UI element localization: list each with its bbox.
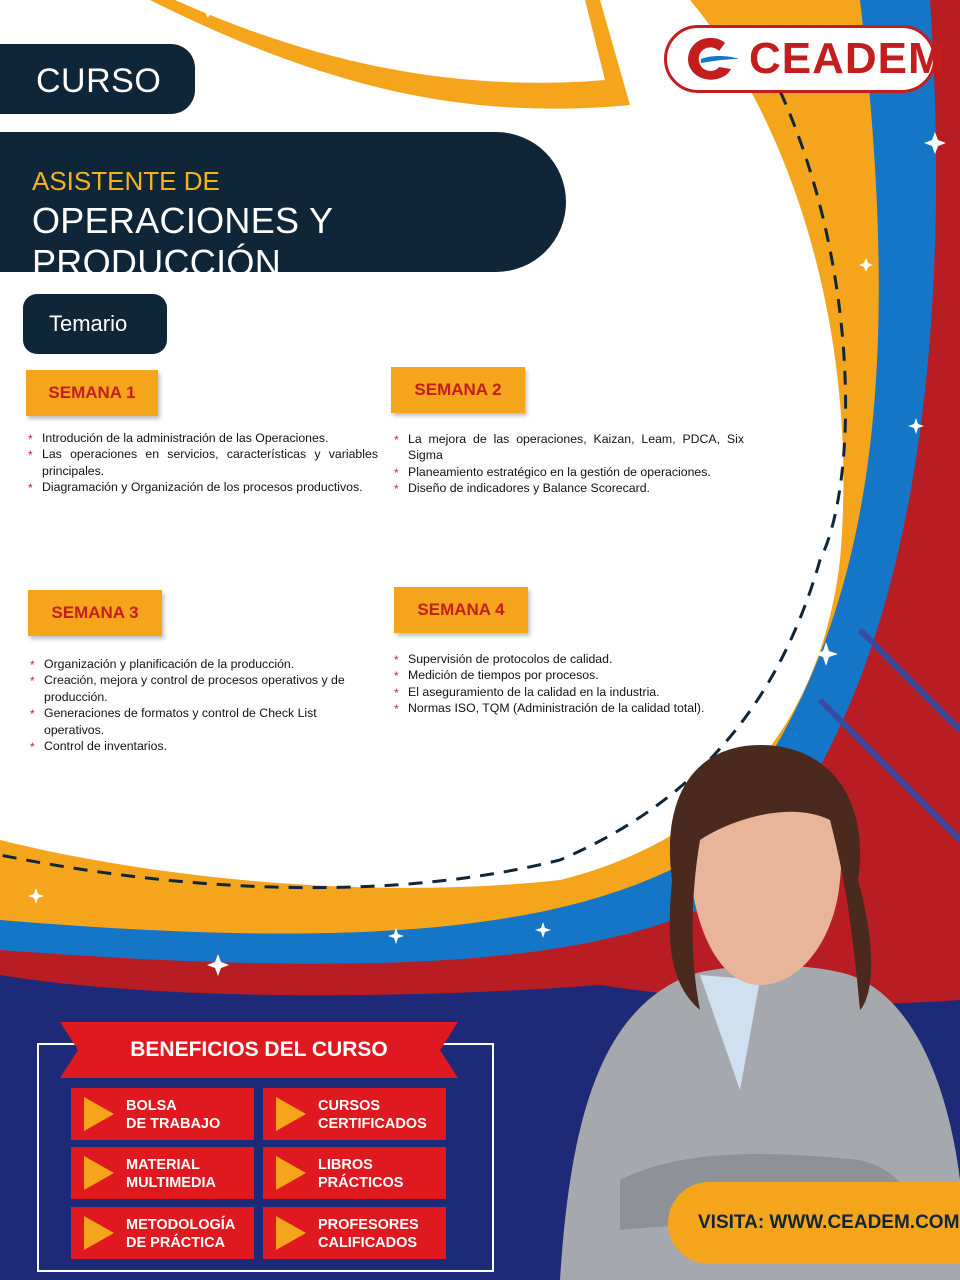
course-tag	[0, 44, 195, 114]
list-item: * Organización y planificación de la producción.	[28, 656, 358, 672]
week-2-tag: SEMANA 2	[391, 367, 525, 413]
brand-name: CEADEM	[749, 34, 946, 83]
play-arrow-icon	[80, 1095, 116, 1133]
course-title-box	[0, 132, 566, 283]
play-arrow-icon	[272, 1095, 308, 1133]
website-banner[interactable]	[668, 1182, 960, 1264]
benefit-label: LIBROS PRÁCTICOS	[318, 1157, 404, 1191]
list-item: * Introdución de la administración de las Operaciones.	[26, 430, 378, 446]
course-title-line1: ASISTENTE DE	[32, 166, 220, 196]
website-link[interactable]: VISITA: WWW.CEADEM.COM	[698, 1212, 960, 1233]
benefit-job-board	[71, 1088, 254, 1140]
benefit-certified-courses	[263, 1088, 446, 1140]
week-3-tag: SEMANA 3	[28, 590, 162, 636]
syllabus-label-box	[23, 294, 167, 354]
benefit-label: BOLSA DE TRABAJO	[126, 1098, 221, 1132]
list-item: * Normas ISO, TQM (Administración de la calidad total).	[392, 700, 732, 716]
list-item: * Medición de tiempos por procesos.	[392, 667, 732, 683]
syllabus-label: Temario	[49, 311, 128, 336]
benefit-qualified-teachers	[263, 1207, 446, 1259]
benefit-label: PROFESORES CALIFICADOS	[318, 1217, 419, 1251]
list-item: * Control de inventarios.	[28, 738, 358, 754]
list-item: * Generaciones de formatos y control de Check List operativos.	[28, 705, 358, 738]
ceadem-logo[interactable]	[664, 25, 946, 93]
play-arrow-icon	[80, 1214, 116, 1252]
list-item: * La mejora de las operaciones, Kaizan, Leam, PDCA, Six Sigma	[392, 431, 744, 464]
play-arrow-icon	[80, 1154, 116, 1192]
week-2-list	[392, 431, 744, 497]
list-item: * Las operaciones en servicios, características y variables principales.	[26, 446, 378, 479]
benefit-label: CURSOS CERTIFICADOS	[318, 1098, 427, 1132]
benefit-multimedia	[71, 1147, 254, 1199]
play-arrow-icon	[272, 1214, 308, 1252]
benefit-methodology	[71, 1207, 254, 1259]
list-item: * El aseguramiento de la calidad en la industria.	[392, 684, 732, 700]
list-item: * Creación, mejora y control de procesos operativos y de producción.	[28, 672, 358, 705]
week-4-list	[392, 651, 732, 717]
list-item: * Supervisión de protocolos de calidad.	[392, 651, 732, 667]
benefit-label: METODOLOGÍA DE PRÁCTICA	[126, 1217, 236, 1251]
week-1-tag: SEMANA 1	[26, 370, 158, 416]
week-3-list	[28, 656, 358, 754]
benefits-title: BENEFICIOS DEL CURSO	[130, 1038, 388, 1061]
play-arrow-icon	[272, 1154, 308, 1192]
course-tag-label: CURSO	[36, 62, 162, 100]
week-1-list	[26, 430, 378, 496]
list-item: * Diagramación y Organización de los procesos productivos.	[26, 479, 378, 495]
benefit-practical-books	[263, 1147, 446, 1199]
list-item: * Diseño de indicadores y Balance Scorecard.	[392, 480, 744, 496]
course-title-line2: OPERACIONES Y PRODUCCIÓN	[32, 200, 333, 283]
week-4-tag: SEMANA 4	[394, 587, 528, 633]
ceadem-c-swoosh-icon	[681, 33, 741, 85]
benefit-label: MATERIAL MULTIMEDIA	[126, 1157, 216, 1191]
list-item: * Planeamiento estratégico en la gestión de operaciones.	[392, 464, 744, 480]
